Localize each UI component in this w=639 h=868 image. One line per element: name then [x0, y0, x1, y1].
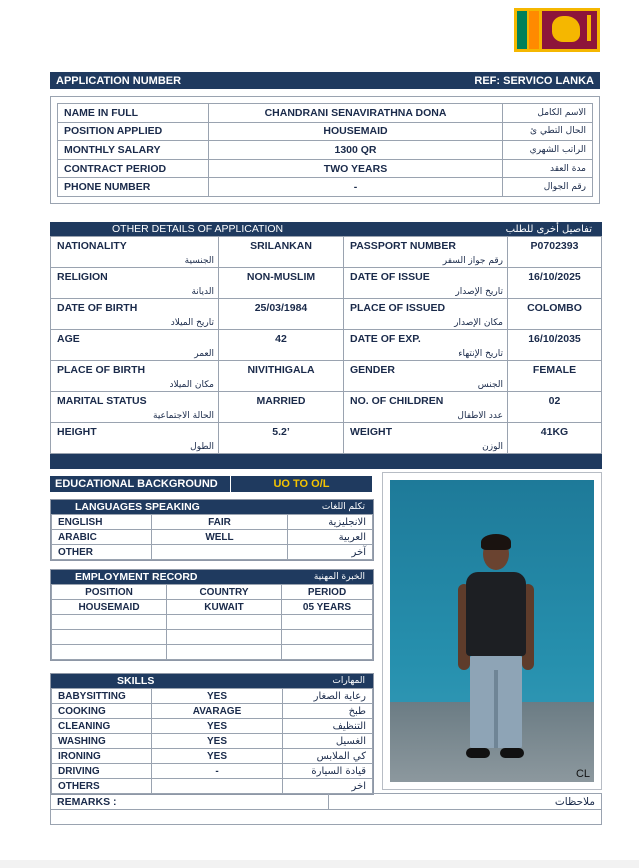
skill-row	[52, 719, 373, 734]
skill-value: YES	[152, 719, 283, 734]
other-details-footer	[50, 454, 602, 469]
field-label-ar: تاريخ الميلاد	[170, 318, 214, 328]
employment-header: POSITION	[52, 585, 167, 600]
field-label: DATE OF BIRTH	[57, 302, 138, 314]
other-value-left: 42	[219, 330, 344, 361]
field-label: AGE	[57, 333, 80, 345]
employment-cell	[282, 615, 373, 630]
field-label: HEIGHT	[57, 426, 97, 438]
personal-value: TWO YEARS	[209, 159, 503, 178]
personal-label: MONTHLY SALARY	[58, 141, 209, 160]
language-level: WELL	[152, 530, 288, 545]
other-details-row	[51, 299, 602, 330]
field-label-ar: تاريخ الإنتهاء	[458, 349, 503, 359]
other-label-left	[51, 361, 219, 392]
language-row	[52, 515, 373, 530]
other-details-section	[50, 222, 602, 469]
field-label-ar: العمر	[194, 349, 214, 359]
employment-cell	[167, 615, 282, 630]
other-details-row	[51, 423, 602, 454]
other-label-left	[51, 299, 219, 330]
field-label: MARITAL STATUS	[57, 395, 147, 407]
field-label: GENDER	[350, 364, 395, 376]
field-label: PLACE OF ISSUED	[350, 302, 446, 314]
personal-row	[58, 122, 593, 141]
skill-name-ar: اخر	[283, 779, 373, 794]
personal-value: CHANDRANI SENAVIRATHNA DONA	[209, 104, 503, 123]
skills-table	[51, 688, 373, 794]
skill-name: IRONING	[52, 749, 152, 764]
personal-row	[58, 178, 593, 197]
employment-row	[52, 615, 373, 630]
language-name: ENGLISH	[52, 515, 152, 530]
field-label-ar: الجنس	[477, 380, 503, 390]
other-details-row	[51, 361, 602, 392]
field-label-ar: رقم جواز السفر	[442, 256, 503, 266]
language-name-ar: العربية	[288, 530, 373, 545]
skill-name: BABYSITTING	[52, 689, 152, 704]
field-label-ar: الديانة	[191, 287, 214, 297]
other-value-left: MARRIED	[219, 392, 344, 423]
employment-table	[51, 584, 373, 660]
other-label-right	[344, 237, 508, 268]
other-value-right: 02	[508, 392, 602, 423]
other-details-row	[51, 237, 602, 268]
language-row	[52, 530, 373, 545]
personal-value: HOUSEMAID	[209, 122, 503, 141]
field-label-ar: مكان الإصدار	[454, 318, 503, 328]
employment-row	[52, 600, 373, 615]
personal-label: NAME IN FULL	[58, 104, 209, 123]
languages-title: LANGUAGES SPEAKING تكلم اللغات	[51, 500, 373, 514]
employment-cell	[52, 615, 167, 630]
other-value-left: NIVITHIGALA	[219, 361, 344, 392]
personal-label-ar: الحال التطي ئ	[503, 122, 593, 141]
skill-value: YES	[152, 689, 283, 704]
personal-row	[58, 159, 593, 178]
skill-name-ar: رعاية الصغار	[283, 689, 373, 704]
other-value-right: 16/10/2035	[508, 330, 602, 361]
skill-name-ar: كي الملابس	[283, 749, 373, 764]
field-label: DATE OF ISSUE	[350, 271, 430, 283]
personal-label-ar: مدة العقد	[503, 159, 593, 178]
field-label: NATIONALITY	[57, 240, 127, 252]
other-label-right	[344, 330, 508, 361]
skill-row	[52, 764, 373, 779]
other-value-right: P0702393	[508, 237, 602, 268]
language-name-ar: الانجليزية	[288, 515, 373, 530]
application-header	[50, 72, 600, 89]
other-label-left	[51, 237, 219, 268]
other-details-row	[51, 392, 602, 423]
personal-label: POSITION APPLIED	[58, 122, 209, 141]
personal-value: 1300 QR	[209, 141, 503, 160]
employment-cell	[167, 645, 282, 660]
skill-name: COOKING	[52, 704, 152, 719]
employment-header: COUNTRY	[167, 585, 282, 600]
skill-row	[52, 779, 373, 794]
education-bar	[50, 476, 372, 492]
field-label: DATE OF EXP.	[350, 333, 421, 345]
employment-cell: KUWAIT	[167, 600, 282, 615]
field-label: RELIGION	[57, 271, 108, 283]
personal-info-box	[50, 96, 600, 204]
skill-name: DRIVING	[52, 764, 152, 779]
field-label: PLACE OF BIRTH	[57, 364, 146, 376]
remarks-label: REMARKS :	[51, 794, 329, 809]
other-value-right: 41KG	[508, 423, 602, 454]
field-label-ar: عدد الاطفال	[457, 411, 503, 421]
language-level	[152, 545, 288, 560]
field-label-ar: الطول	[190, 442, 214, 452]
other-value-right: FEMALE	[508, 361, 602, 392]
employment-cell	[282, 630, 373, 645]
employment-cell	[52, 645, 167, 660]
employment-row	[52, 630, 373, 645]
language-name: OTHER	[52, 545, 152, 560]
field-label-ar: مكان الميلاد	[169, 380, 214, 390]
skills-section	[50, 673, 374, 795]
other-label-right	[344, 423, 508, 454]
skill-name-ar: طبخ	[283, 704, 373, 719]
employment-cell	[52, 630, 167, 645]
skill-row	[52, 689, 373, 704]
skills-title: SKILLS المهارات	[51, 674, 373, 688]
other-details-title: OTHER DETAILS OF APPLICATION تفاصيل أخرى للطلب	[50, 222, 602, 236]
other-value-left: NON-MUSLIM	[219, 268, 344, 299]
other-label-left	[51, 268, 219, 299]
other-value-right: COLOMBO	[508, 299, 602, 330]
other-value-left: 25/03/1984	[219, 299, 344, 330]
education-label: EDUCATIONAL BACKGROUND	[55, 478, 218, 490]
sri-lanka-flag-icon	[514, 8, 600, 52]
other-label-right	[344, 392, 508, 423]
language-name-ar: آخر	[288, 545, 373, 560]
employment-cell: HOUSEMAID	[52, 600, 167, 615]
other-label-left	[51, 330, 219, 361]
personal-label: CONTRACT PERIOD	[58, 159, 209, 178]
other-value-left: SRILANKAN	[219, 237, 344, 268]
employment-header-row	[52, 585, 373, 600]
employment-title: EMPLOYMENT RECORD الخبرة المهنية	[51, 570, 373, 584]
field-label: PASSPORT NUMBER	[350, 240, 456, 252]
other-label-right	[344, 361, 508, 392]
field-label: WEIGHT	[350, 426, 392, 438]
personal-value: -	[209, 178, 503, 197]
reference-label: REF: SERVICO LANKA	[474, 74, 594, 87]
other-label-right	[344, 299, 508, 330]
skill-row	[52, 749, 373, 764]
employment-cell	[167, 630, 282, 645]
other-details-row	[51, 330, 602, 361]
remarks-label-ar: ملاحظات	[554, 795, 595, 808]
personal-label-ar: الاسم الكامل	[503, 104, 593, 123]
remarks-section	[50, 793, 602, 825]
skill-name-ar: التنظيف	[283, 719, 373, 734]
other-value-left: 5.2’	[219, 423, 344, 454]
skill-name: CLEANING	[52, 719, 152, 734]
skill-row	[52, 704, 373, 719]
other-label-left	[51, 392, 219, 423]
languages-table	[51, 514, 373, 560]
employment-header: PERIOD	[282, 585, 373, 600]
other-label-right	[344, 268, 508, 299]
personal-row	[58, 141, 593, 160]
skill-value: AVARAGE	[152, 704, 283, 719]
skill-value	[152, 779, 283, 794]
field-label-ar: الوزن	[482, 442, 503, 452]
language-row	[52, 545, 373, 560]
skill-value: -	[152, 764, 283, 779]
personal-label-ar: الراتب الشهري	[503, 141, 593, 160]
languages-section	[50, 499, 374, 561]
employment-row	[52, 645, 373, 660]
employment-section	[50, 569, 374, 661]
personal-label: PHONE NUMBER	[58, 178, 209, 197]
language-name: ARABIC	[52, 530, 152, 545]
photo-watermark: CL	[575, 768, 590, 780]
skill-value: YES	[152, 749, 283, 764]
field-label-ar: الجنسية	[184, 256, 214, 266]
other-details-row	[51, 268, 602, 299]
education-value: UO TO O/L	[230, 476, 372, 492]
other-label-left	[51, 423, 219, 454]
personal-row	[58, 104, 593, 123]
applicant-photo	[382, 472, 602, 790]
field-label: NO. OF CHILDREN	[350, 395, 444, 407]
employment-cell	[282, 645, 373, 660]
skill-name: WASHING	[52, 734, 152, 749]
field-label-ar: الحالة الاجتماعية	[153, 411, 214, 421]
field-label-ar: تاريخ الإصدار	[455, 287, 503, 297]
skill-name: OTHERS	[52, 779, 152, 794]
personal-label-ar: رقم الجوال	[503, 178, 593, 197]
skill-row	[52, 734, 373, 749]
skill-name-ar: قيادة السيارة	[283, 764, 373, 779]
personal-info-table	[57, 103, 593, 197]
employment-cell: 05 YEARS	[282, 600, 373, 615]
skill-value: YES	[152, 734, 283, 749]
other-value-right: 16/10/2025	[508, 268, 602, 299]
other-details-table	[50, 236, 602, 454]
language-level: FAIR	[152, 515, 288, 530]
skill-name-ar: الغسيل	[283, 734, 373, 749]
application-number-label: APPLICATION NUMBER	[56, 74, 182, 87]
